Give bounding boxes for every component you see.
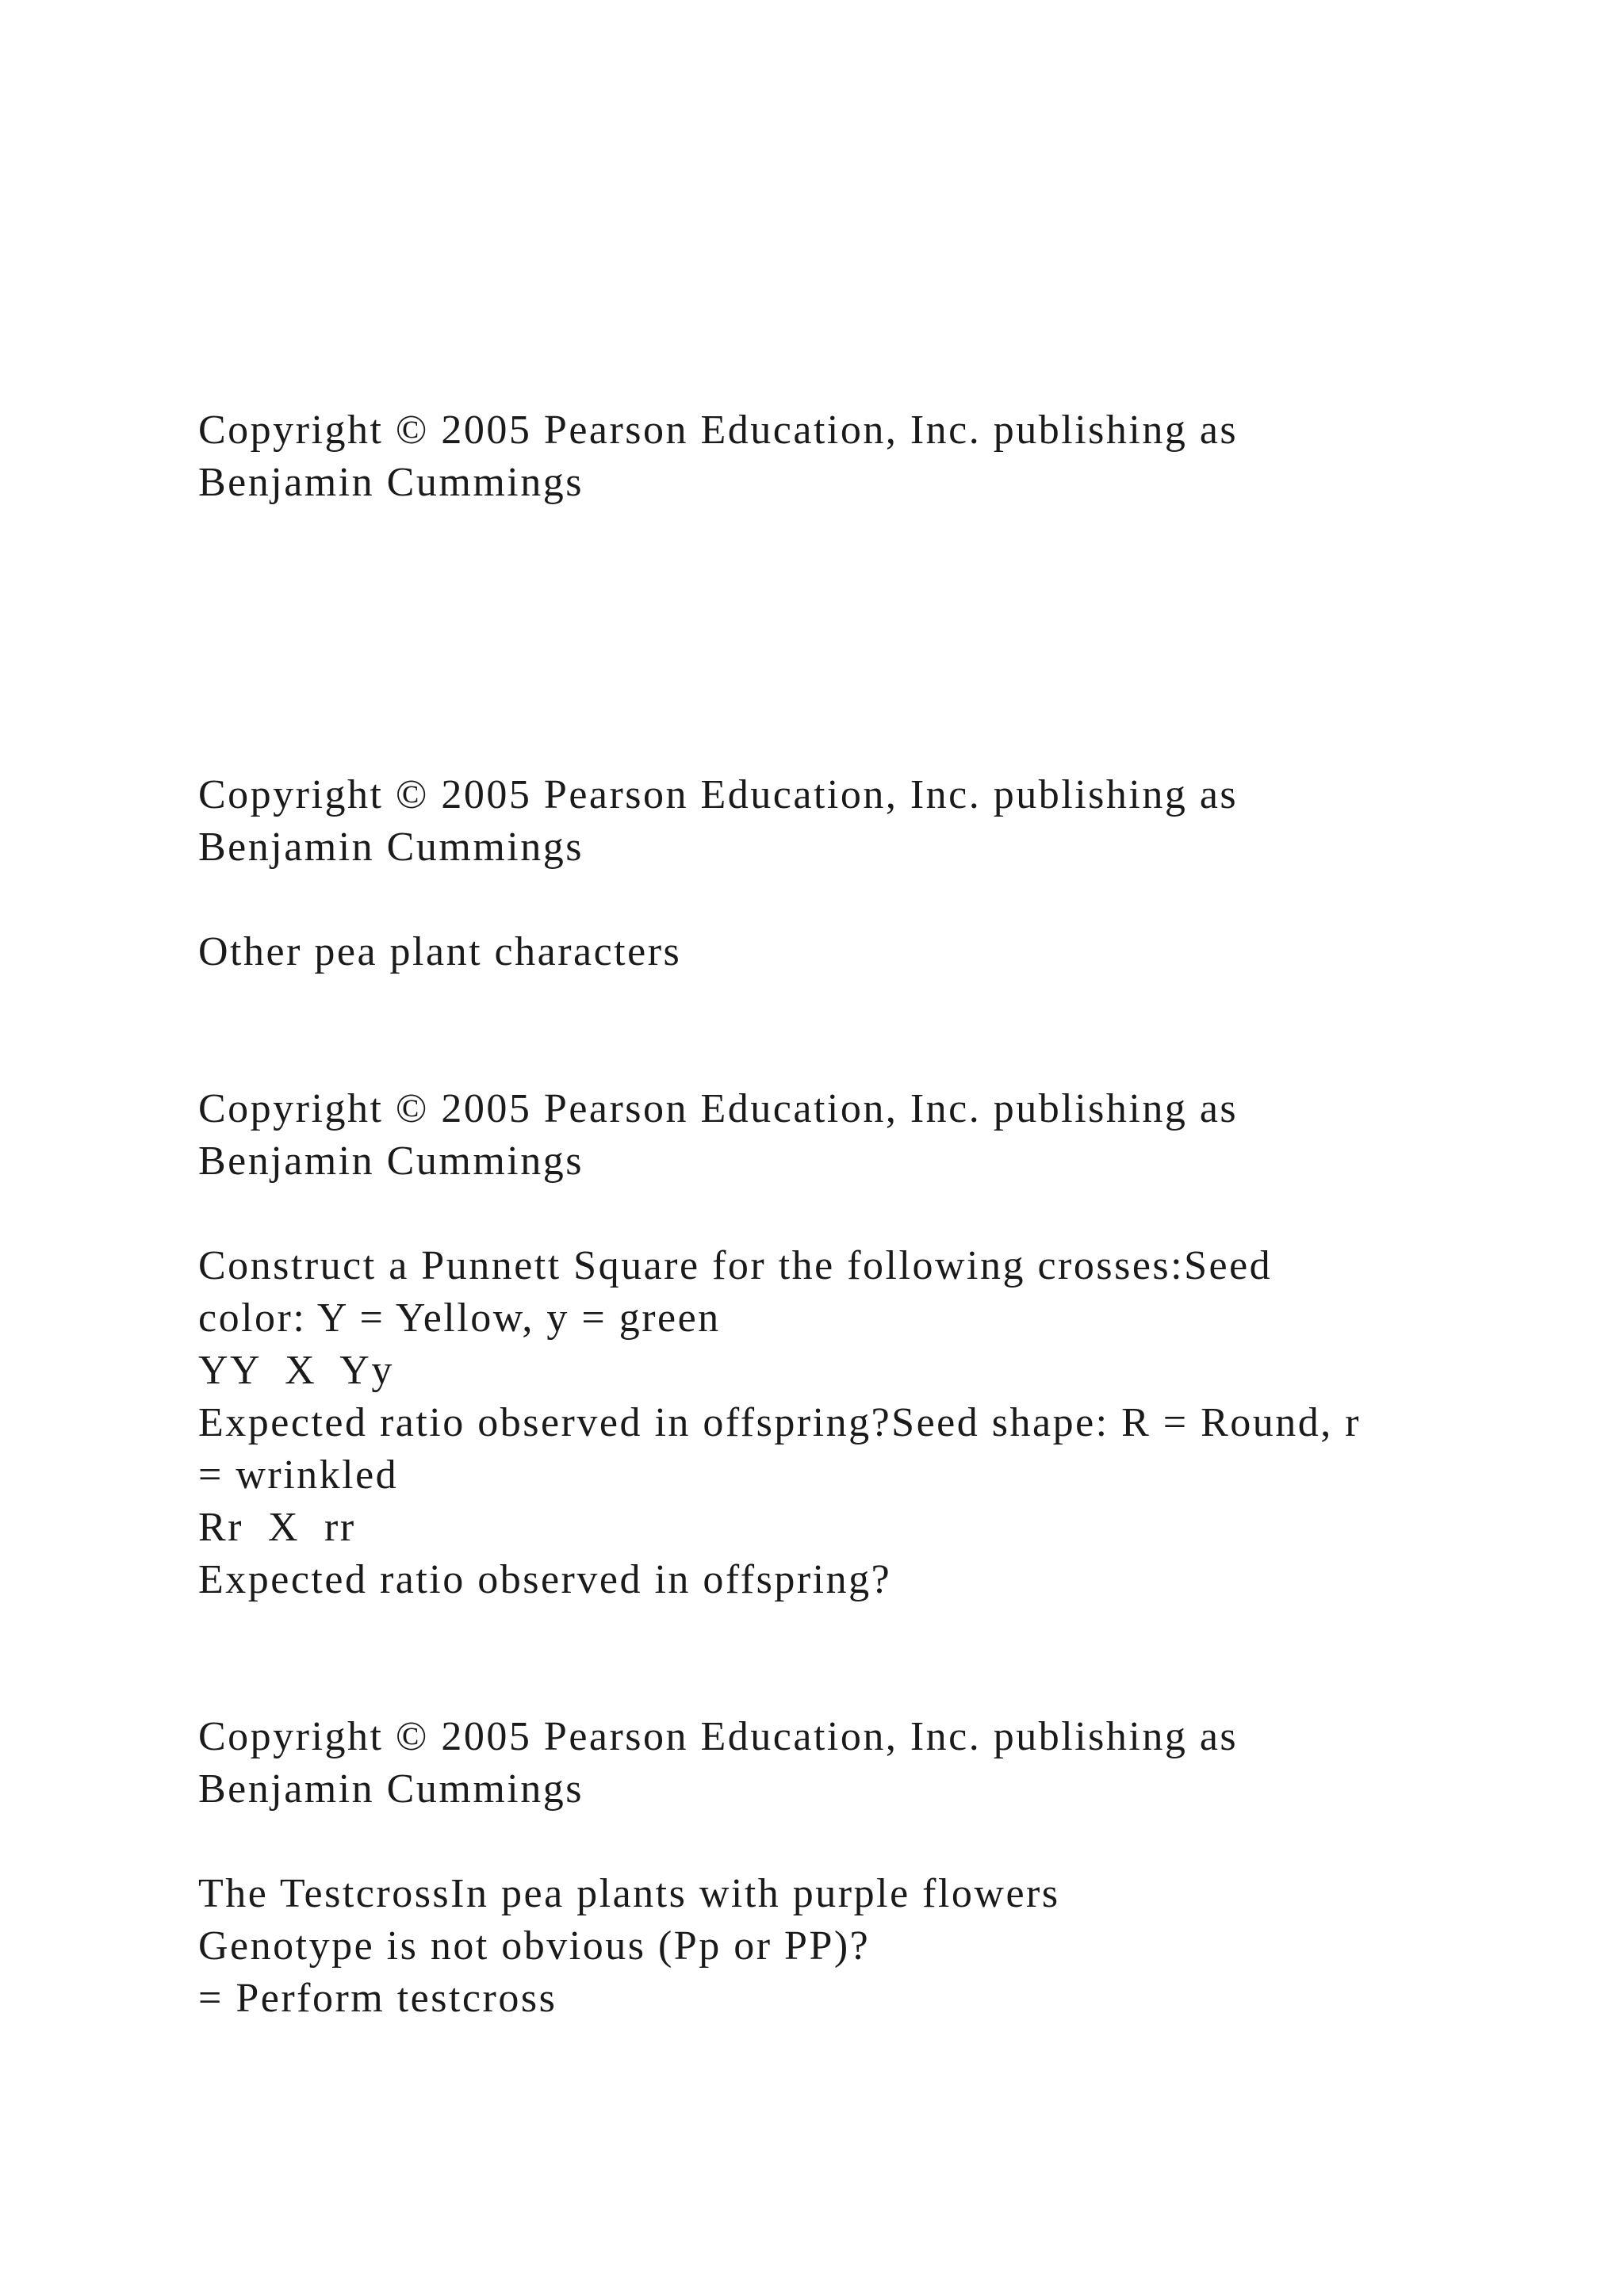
copyright-line: Copyright © 2005 Pearson Education, Inc. publishing as bbox=[198, 772, 1239, 817]
body-text-line: color: Y = Yellow, y = green bbox=[198, 1295, 721, 1341]
copyright-line: Copyright © 2005 Pearson Education, Inc. publishing as bbox=[198, 1086, 1239, 1131]
copyright-publisher-line: Benjamin Cummings bbox=[198, 1138, 584, 1184]
slide-heading: Other pea plant characters bbox=[198, 929, 682, 974]
cross-line: Rr X rr bbox=[198, 1505, 356, 1550]
body-text-line: The TestcrossIn pea plants with purple flowers bbox=[198, 1871, 1060, 1916]
copyright-publisher-line: Benjamin Cummings bbox=[198, 825, 584, 870]
cross-line: YY X Yy bbox=[198, 1348, 394, 1393]
body-text-line: Genotype is not obvious (Pp or PP)? bbox=[198, 1923, 871, 1969]
body-text-line: Expected ratio observed in offspring? bbox=[198, 1557, 892, 1602]
body-text-line: Construct a Punnett Square for the following crosses:Seed bbox=[198, 1243, 1273, 1288]
copyright-publisher-line: Benjamin Cummings bbox=[198, 1766, 584, 1812]
body-text-line: = Perform testcross bbox=[198, 1976, 557, 2021]
copyright-publisher-line: Benjamin Cummings bbox=[198, 460, 584, 505]
copyright-line: Copyright © 2005 Pearson Education, Inc. publishing as bbox=[198, 1714, 1239, 1759]
body-text-line: = wrinkled bbox=[198, 1452, 399, 1498]
body-text-line: Expected ratio observed in offspring?Seed shape: R = Round, r bbox=[198, 1400, 1362, 1445]
copyright-line: Copyright © 2005 Pearson Education, Inc. publishing as bbox=[198, 408, 1239, 453]
